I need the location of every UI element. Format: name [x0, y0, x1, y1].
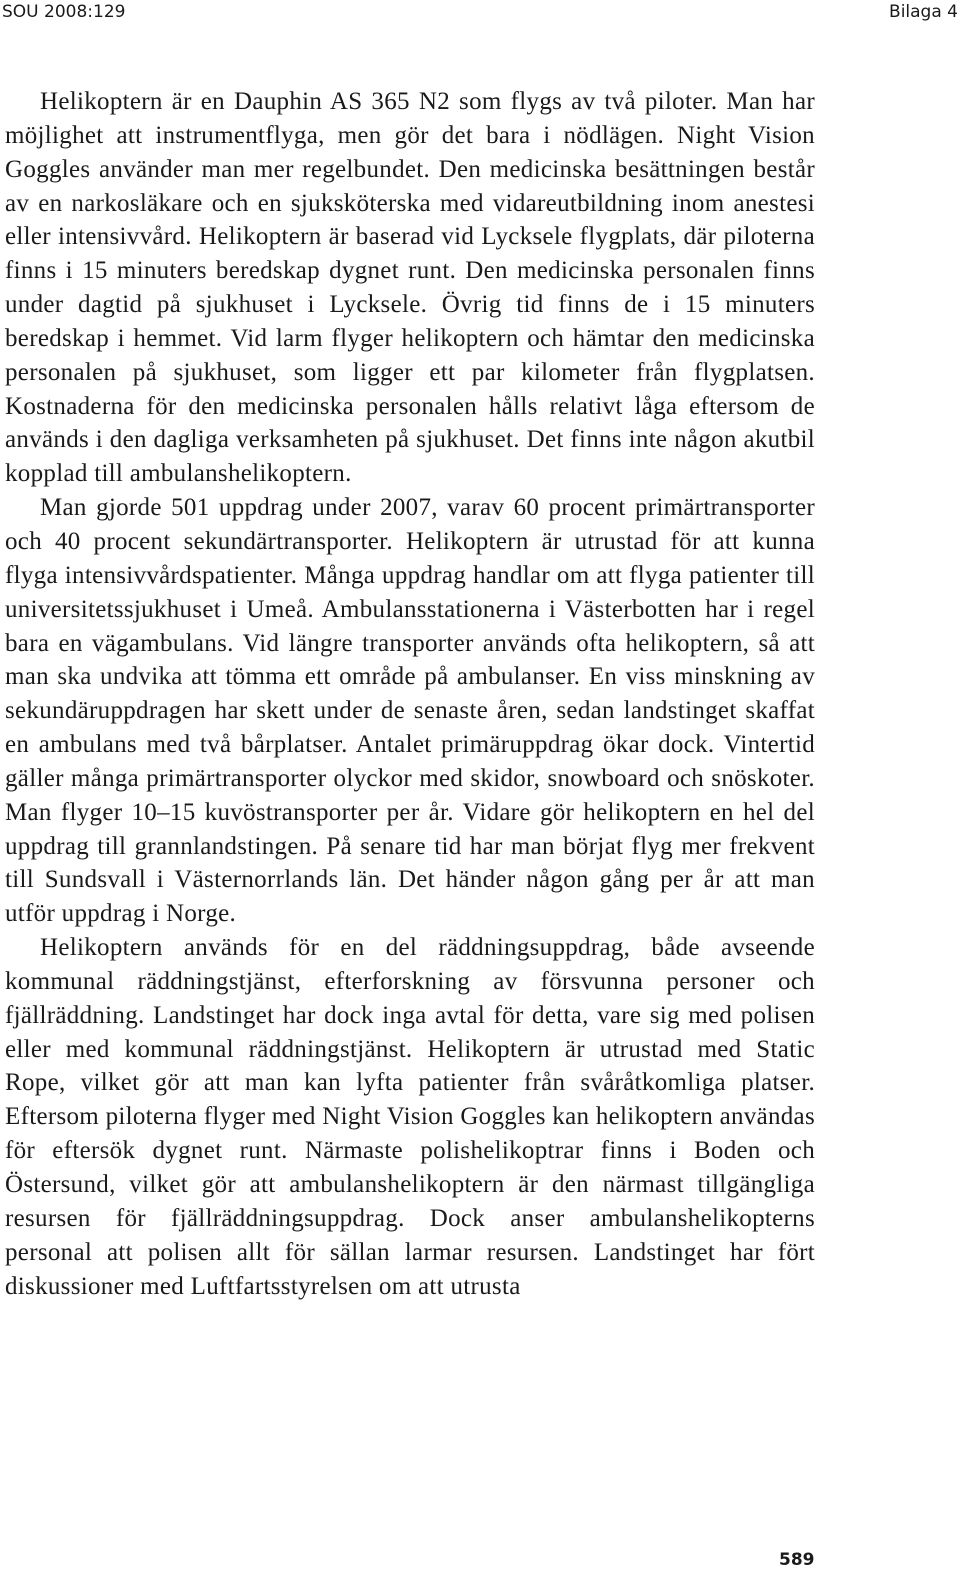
page-number: 589 — [779, 1550, 815, 1570]
paragraph-2: Man gjorde 501 uppdrag under 2007, varav 60 procent primärtransporter och 40 procent sekundärtransporter. Helikoptern är utrustad för att kunna flyga intensivvårdspatienter. Många uppdrag handlar om att flyga patienter till universitetssjukhuset i Umeå. Ambulansstationerna i Västerbotten har i regel bara en vägambulans. Vid längre transporter används ofta helikoptern, så att man ska undvika att tömma ett område på ambulanser. En viss minskning av sekundäruppdragen har skett under de senaste åren, sedan landstinget skaffat en ambulans med två bårplatser. Antalet primäruppdrag ökar dock. Vintertid gäller många primärtransporter olyckor med skidor, snowboard och snöskoter. Man flyger 10–15 kuvöstransporter per år. Vidare gör helikoptern en hel del uppdrag till grannlandstingen. På senare tid har man börjat flyg mer frekvent till Sundsvall i Västernorrlands län. Det händer någon gång per år att man utför uppdrag i Norge. — [5, 494, 815, 928]
running-head — [0, 0, 960, 24]
document-id: SOU 2008:129 — [2, 2, 126, 22]
appendix-label: Bilaga 4 — [889, 2, 958, 22]
paragraph-1: Helikoptern är en Dauphin AS 365 N2 som flygs av två piloter. Man har möjlighet att instrumentflyga, men gör det bara i nödlägen. Night Vision Goggles använder man mer regelbundet. Den medicinska besättningen består av en narkosläkare och en sjuksköterska med vidareutbildning inom anestesi eller intensivvård. Helikoptern är baserad vid Lycksele flygplats, där piloterna finns i 15 minuters beredskap dygnet runt. Den medicinska personalen finns under dagtid på sjukhuset i Lycksele. Övrig tid finns de i 15 minuters beredskap i hemmet. Vid larm flyger helikoptern och hämtar den medicinska personalen på sjukhuset, som ligger ett par kilometer från flygplatsen. Kostnaderna för den medicinska personalen hålls relativt låga eftersom de används i den dagliga verksamheten på sjukhuset. Det finns inte någon akutbil kopplad till ambulanshelikoptern. — [5, 88, 815, 488]
body-text — [5, 85, 815, 1303]
paragraph-3: Helikoptern används för en del räddningsuppdrag, både avseende kommunal räddningstjänst, efterforskning av försvunna personer och fjällräddning. Landstinget har dock inga avtal för detta, vare sig med polisen eller med kommunal räddningstjänst. Helikoptern är utrustad med Static Rope, vilket gör att man kan lyfta patienter från svåråtkomliga platser. Eftersom piloterna flyger med Night Vision Goggles kan helikoptern användas för eftersök dygnet runt. Närmaste polishelikoptrar finns i Boden och Östersund, vilket gör att ambulanshelikoptern är den närmast tillgängliga resursen för fjällräddningsuppdrag. Dock anser ambulanshelikopterns personal att polisen allt för sällan larmar resursen. Landstinget har fört diskussioner med Luftfartsstyrelsen om att utrusta — [5, 934, 815, 1300]
